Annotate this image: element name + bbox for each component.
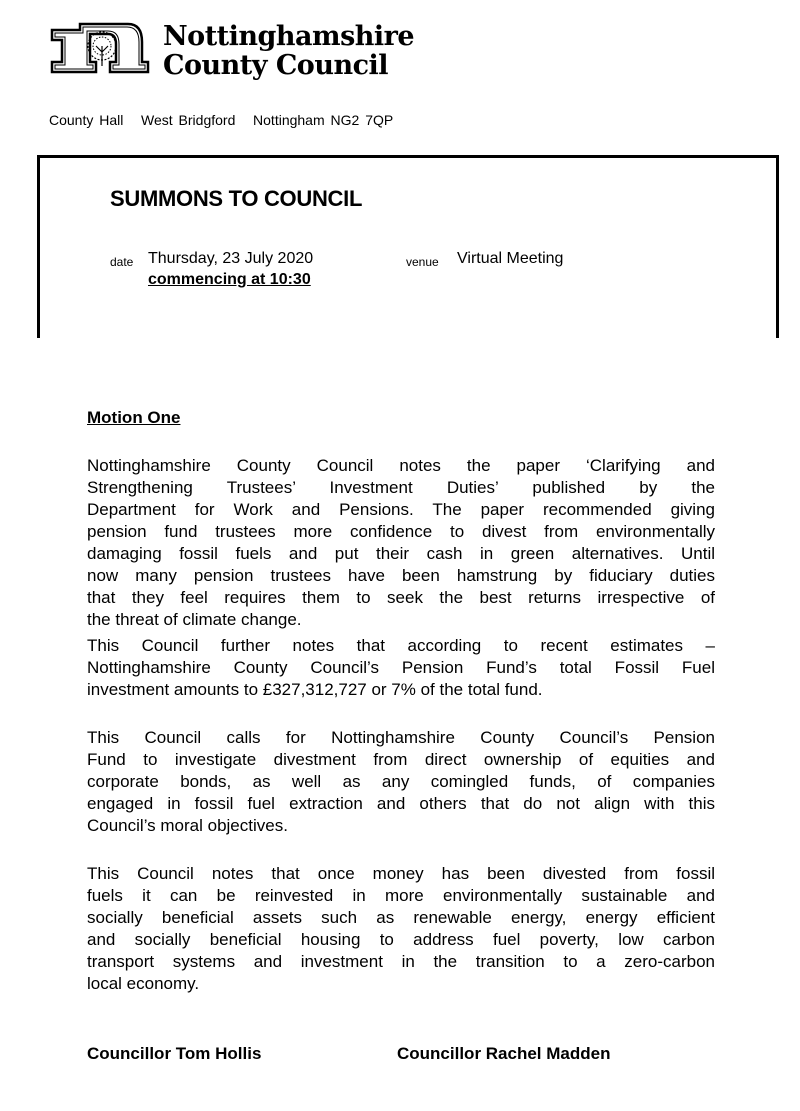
org-line-1: Nottinghamshire <box>163 21 415 52</box>
paragraph-line: socially beneficial assets such as renewable energy, energy efficient <box>87 908 715 927</box>
summons-box <box>37 155 779 338</box>
motion-paragraph <box>87 727 715 837</box>
date-label: date <box>110 255 134 269</box>
signatory: Councillor Tom Hollis <box>87 1044 262 1063</box>
paragraph-line: This Council further notes that according to recent estimates – <box>87 636 715 655</box>
paragraph-line: engaged in fossil fuel extraction and others that do not align with this <box>87 794 715 813</box>
summons-title: SUMMONS TO COUNCIL <box>110 186 363 211</box>
paragraph-line: corporate bonds, as well as any comingled funds, of companies <box>87 772 715 791</box>
paragraph-line: This Council notes that once money has been divested from fossil <box>87 864 715 883</box>
paragraph-line: fuels it can be reinvested in more environmentally sustainable and <box>87 886 715 905</box>
paragraph-line: damaging fossil fuels and put their cash in green alternatives. Until <box>87 544 715 563</box>
motion-heading: Motion One <box>87 408 181 427</box>
motion-paragraph <box>87 863 715 995</box>
motion-paragraph <box>87 635 715 701</box>
venue-label: venue <box>406 255 439 269</box>
meeting-date: Thursday, 23 July 2020 <box>148 250 314 267</box>
meeting-venue: Virtual Meeting <box>457 250 564 267</box>
motion-paragraph <box>87 455 715 631</box>
paragraph-line: and socially beneficial housing to address fuel poverty, low carbon <box>87 930 715 949</box>
paragraph-line: investment amounts to £327,312,727 or 7% of the total fund. <box>87 680 543 699</box>
paragraph-line: Nottinghamshire County Council’s Pension Fund’s total Fossil Fuel <box>87 658 715 677</box>
address: County Hall West Bridgford Nottingham NG2 7QP <box>49 112 394 128</box>
organisation-name <box>163 22 414 80</box>
paragraph-line: the threat of climate change. <box>87 610 302 629</box>
paragraph-line: local economy. <box>87 974 200 993</box>
signatory: Councillor Rachel Madden <box>397 1044 611 1063</box>
council-logo-tree-icon <box>50 22 150 74</box>
paragraph-line: Nottinghamshire County Council notes the paper ‘Clarifying and <box>87 456 715 475</box>
org-line-2: County Council <box>163 50 389 81</box>
paragraph-line: Department for Work and Pensions. The paper recommended giving <box>87 500 715 519</box>
commencing-time: commencing at 10:30 <box>148 271 311 288</box>
paragraph-line: Strengthening Trustees’ Investment Duties’ published by the <box>87 478 715 497</box>
paragraph-line: pension fund trustees more confidence to divest from environmentally <box>87 522 715 541</box>
paragraph-line: This Council calls for Nottinghamshire County Council’s Pension <box>87 728 715 747</box>
paragraph-line: that they feel requires them to seek the best returns irrespective of <box>87 588 715 607</box>
paragraph-line: Fund to investigate divestment from direct ownership of equities and <box>87 750 715 769</box>
paragraph-line: now many pension trustees have been hamstrung by fiduciary duties <box>87 566 715 585</box>
paragraph-line: transport systems and investment in the transition to a zero-carbon <box>87 952 715 971</box>
paragraph-line: Council’s moral objectives. <box>87 816 288 835</box>
